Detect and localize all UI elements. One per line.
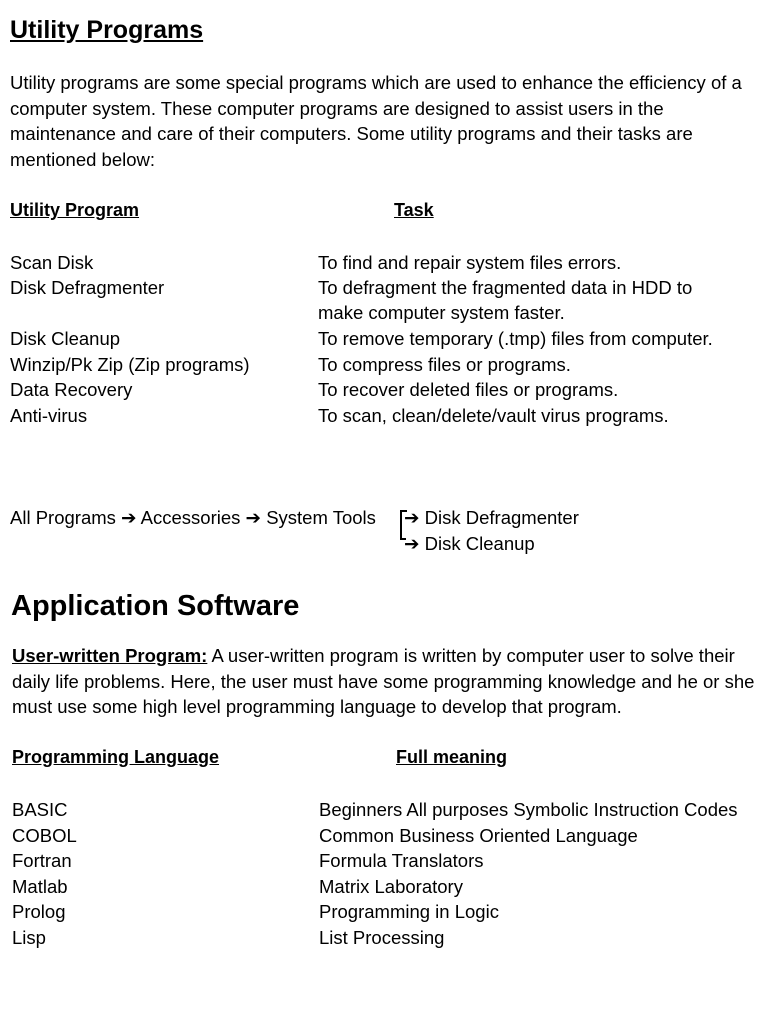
utility-program-name: Disk Cleanup: [10, 328, 121, 349]
language-name: Fortran: [12, 850, 72, 871]
col-header-full-meaning: Full meaning: [396, 747, 508, 767]
path-branch-2: [404, 531, 535, 557]
user-written-paragraph: [12, 643, 764, 720]
utility-intro: Utility programs are some special programs which are used to enhance the efficiency of a computer system. These computer programs are designed to assist users in the maintenance and care of their computers. Some utility programs and their tasks are mentioned below:: [10, 72, 742, 170]
utility-task: To recover deleted files or programs.: [318, 379, 619, 400]
right-arrow-icon: ➔: [404, 533, 420, 554]
utility-task: To remove temporary (.tmp) files from computer.: [318, 328, 713, 349]
utility-task: To defragment the fragmented data in HDD to: [318, 277, 693, 298]
path-accessories: Accessories: [140, 507, 241, 528]
utility-program-name: Data Recovery: [10, 379, 133, 400]
language-name: Prolog: [12, 901, 66, 922]
language-meaning: Matrix Laboratory: [319, 876, 463, 897]
utility-task-continued: make computer system faster.: [318, 302, 565, 323]
section-title: Application Software: [11, 590, 300, 622]
user-written-label: User-written Program:: [12, 645, 208, 666]
path-branch-1: [404, 505, 579, 531]
utility-task: To scan, clean/delete/vault virus programs.: [318, 405, 669, 426]
right-arrow-icon: ➔: [245, 507, 262, 528]
right-arrow-icon: ➔: [404, 507, 420, 528]
page-title: Utility Programs: [10, 16, 204, 44]
utility-task: To compress files or programs.: [318, 354, 571, 375]
path-disk-cleanup: Disk Cleanup: [424, 533, 535, 554]
path-all-programs: All Programs: [10, 507, 116, 528]
language-name: Matlab: [12, 876, 68, 897]
language-meaning: Common Business Oriented Language: [319, 825, 638, 846]
col-header-programming-language: Programming Language: [12, 747, 220, 767]
path-disk-defragmenter: Disk Defragmenter: [424, 507, 579, 528]
col-header-task: Task: [394, 200, 434, 220]
utility-program-name: Anti-virus: [10, 405, 88, 426]
user-written-text: A user-written program is written by computer user to solve their daily life problems. Here, the user must have some programming knowledge and he or she must use some high level programming language to develop that program.: [12, 645, 755, 717]
language-meaning: Beginners All purposes Symbolic Instruction Codes: [319, 799, 738, 820]
utility-program-name: Disk Defragmenter: [10, 277, 165, 298]
utility-task: To find and repair system files errors.: [318, 252, 622, 273]
language-meaning: Formula Translators: [319, 850, 484, 871]
language-name: COBOL: [12, 825, 77, 846]
path-system-tools: System Tools: [266, 507, 376, 528]
col-header-utility-program: Utility Program: [10, 200, 140, 220]
language-meaning: Programming in Logic: [319, 901, 499, 922]
utility-program-name: Scan Disk: [10, 252, 94, 273]
language-meaning: List Processing: [319, 927, 445, 948]
language-name: Lisp: [12, 927, 46, 948]
language-name: BASIC: [12, 799, 68, 820]
utility-program-name: Winzip/Pk Zip (Zip programs): [10, 354, 250, 375]
right-arrow-icon: ➔: [121, 507, 137, 528]
menu-path: [10, 505, 376, 531]
